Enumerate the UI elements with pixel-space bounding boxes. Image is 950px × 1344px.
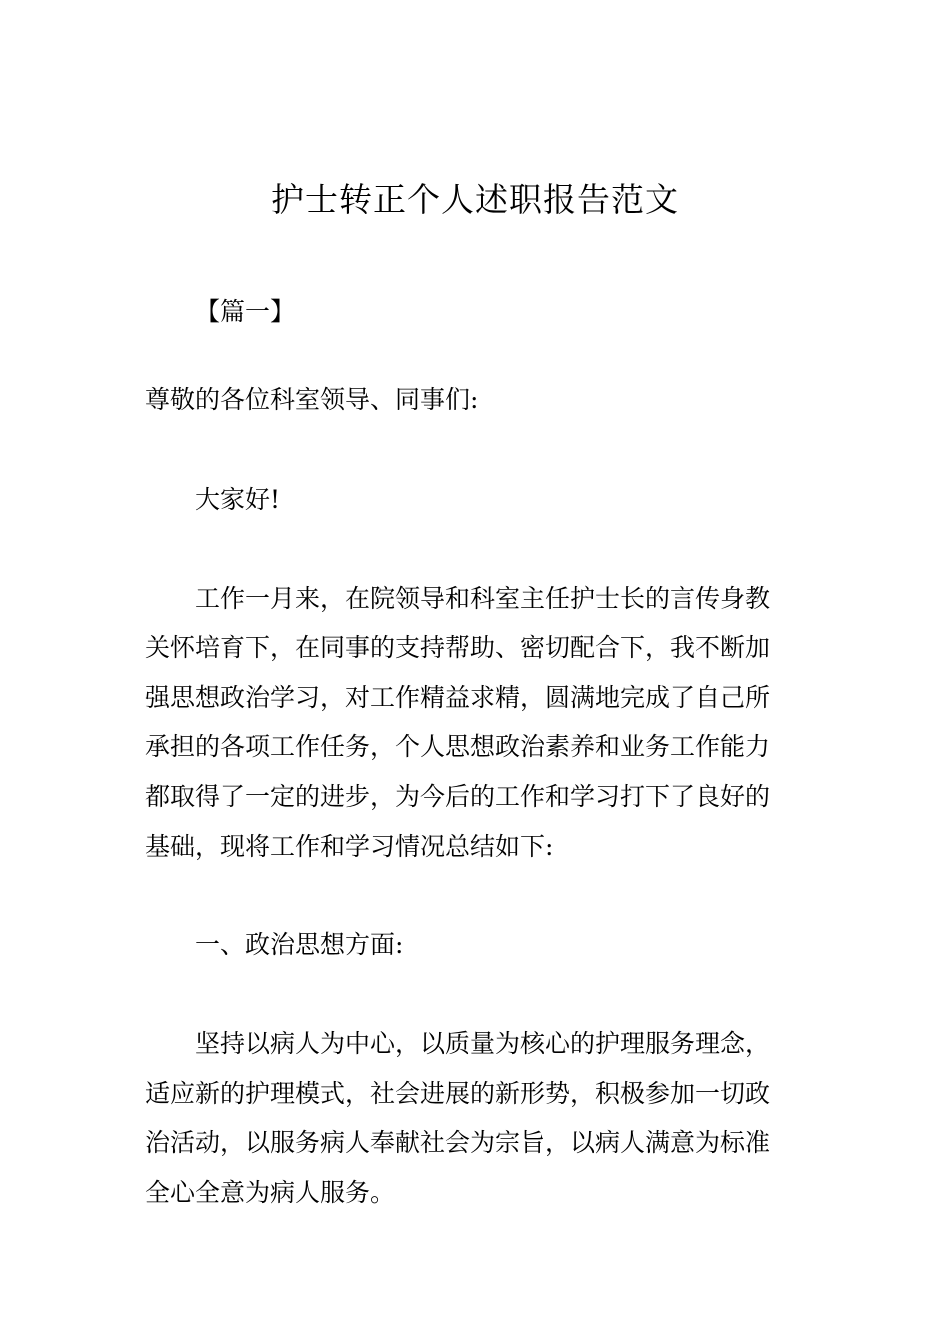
greeting: 大家好! (195, 485, 281, 514)
section-heading-political: 一、政治思想方面: (195, 930, 404, 959)
document-title: 护士转正个人述职报告范文 (271, 180, 679, 219)
paragraph-1-line: 关怀培育下，在同事的支持帮助、密切配合下，我不断加 (145, 633, 771, 662)
paragraph-2-line: 适应新的护理模式，社会进展的新形势，积极参加一切政 (145, 1079, 771, 1108)
paragraph-1-line: 工作一月来，在院领导和科室主任护士长的言传身教 (195, 584, 771, 613)
paragraph-1-line: 承担的各项工作任务，个人思想政治素养和业务工作能力 (145, 732, 771, 761)
section-label: 【篇一】 (195, 297, 296, 326)
paragraph-2-line: 坚持以病人为中心，以质量为核心的护理服务理念， (195, 1029, 771, 1058)
paragraph-2-line: 全心全意为病人服务。 (145, 1178, 396, 1207)
paragraph-1-line: 都取得了一定的进步，为今后的工作和学习打下了良好的 (145, 782, 771, 811)
salutation: 尊敬的各位科室领导、同事们: (145, 385, 479, 414)
paragraph-2-line: 治活动，以服务病人奉献社会为宗旨，以病人满意为标准 (145, 1128, 771, 1157)
paragraph-1-line: 基础，现将工作和学习情况总结如下: (145, 832, 554, 861)
paragraph-1-line: 强思想政治学习，对工作精益求精，圆满地完成了自己所 (145, 683, 771, 712)
